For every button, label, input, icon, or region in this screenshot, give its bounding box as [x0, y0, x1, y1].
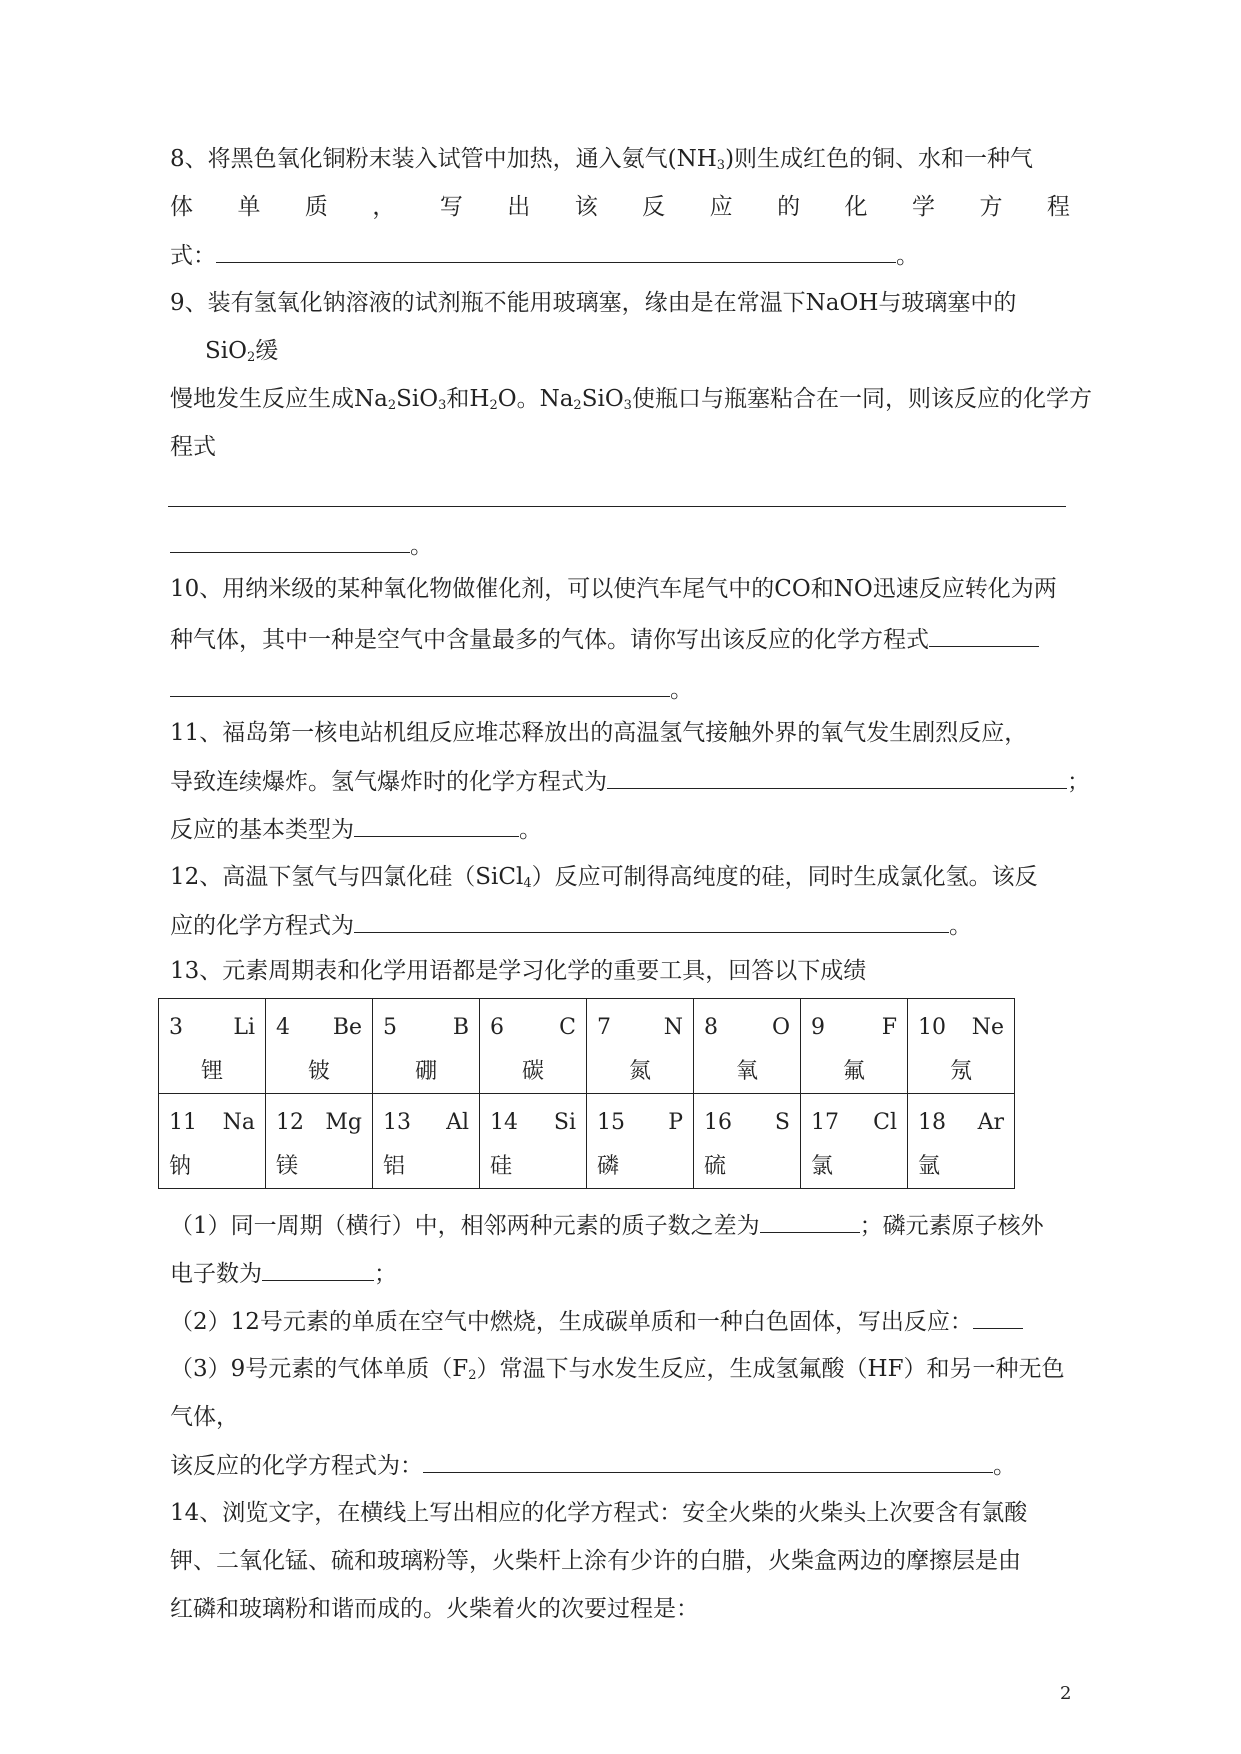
q12-line2: 应的化学方程式为 。 [170, 910, 972, 941]
element-cell [801, 999, 908, 1094]
element-name: 氩 [918, 1154, 941, 1179]
q13-p1-difference-blank[interactable] [760, 1210, 860, 1233]
atomic-number: 8 [704, 1015, 718, 1040]
element-name: 铍 [307, 1059, 330, 1084]
element-symbol: N [663, 1015, 683, 1040]
element-header [490, 1013, 576, 1043]
element-symbol: Si [553, 1110, 576, 1135]
element-symbol: F [881, 1015, 897, 1040]
q11-line1: 11、福岛第一核电站机组反应堆芯释放出的高温氢气接触外界的氧气发生剧烈反应， [170, 720, 1028, 746]
element-cell [159, 1094, 266, 1189]
q9-line6: 。 [170, 530, 433, 561]
q8-word: 方 [979, 194, 1003, 220]
q13-intro: 13、元素周期表和化学用语都是学习化学的重要工具，回答以下成绩 [170, 958, 867, 984]
q10-answer-blank-1[interactable] [929, 624, 1039, 647]
element-cell [373, 999, 480, 1094]
periodic-table [158, 998, 1015, 1189]
element-name: 氧 [735, 1059, 758, 1084]
element-header [276, 1013, 362, 1043]
atomic-number: 18 [918, 1110, 946, 1135]
q8-word: 出 [507, 194, 531, 220]
element-symbol: Cl [873, 1110, 897, 1135]
q11-line3: 反应的基本类型为 。 [170, 814, 542, 845]
element-symbol: Ne [971, 1015, 1004, 1040]
element-name: 氖 [949, 1059, 972, 1084]
q14-line3: 红磷和玻璃粉和谐而成的。火柴着火的次要过程是： [170, 1596, 699, 1622]
q10-line2: 种气体，其中一种是空气中含量最多的气体。请你写出该反应的化学方程式 [170, 624, 1039, 655]
element-name: 氯 [811, 1154, 834, 1179]
element-name: 硅 [490, 1154, 513, 1179]
element-name: 氮 [628, 1059, 651, 1084]
q8-word: 单 [237, 194, 261, 220]
q8-line3: 式： 。 [170, 240, 919, 271]
q13-part1-line2: 电子数为 ； [170, 1258, 397, 1289]
element-header [704, 1108, 790, 1138]
q11-reaction-type-blank[interactable] [354, 814, 519, 837]
q9-answer-blank-2[interactable] [170, 530, 410, 553]
element-name: 镁 [276, 1154, 299, 1179]
element-name: 硼 [414, 1059, 437, 1084]
atomic-number: 12 [276, 1110, 304, 1135]
element-cell [159, 999, 266, 1094]
periodic-table-row-1 [159, 999, 1015, 1094]
element-name: 氟 [842, 1059, 865, 1084]
q14-line2: 钾、二氧化锰、硫和玻璃粉等，火柴杆上涂有少许的白腊，火柴盒两边的摩擦层是由 [170, 1548, 1021, 1574]
q13-part1-line1: （1）同一周期（横行）中，相邻两种元素的质子数之差为 ；磷元素原子核外 [170, 1210, 1044, 1241]
atomic-number: 16 [704, 1110, 732, 1135]
q8-line2-justified [170, 192, 1070, 222]
element-symbol: O [771, 1015, 790, 1040]
element-header [811, 1013, 897, 1043]
q10-answer-blank-2[interactable] [170, 674, 670, 697]
element-header [383, 1013, 469, 1043]
element-cell [908, 999, 1015, 1094]
element-cell [266, 999, 373, 1094]
element-cell [694, 1094, 801, 1189]
q8-word: ， [372, 194, 396, 220]
q8-word: 写 [439, 194, 463, 220]
element-header [597, 1013, 683, 1043]
element-symbol: B [452, 1015, 469, 1040]
element-name: 钠 [169, 1154, 192, 1179]
element-name: 铝 [383, 1154, 406, 1179]
q8-answer-blank[interactable] [216, 240, 896, 263]
q8-word: 质 [304, 194, 328, 220]
q13-p2-answer-blank[interactable] [973, 1306, 1023, 1329]
atomic-number: 14 [490, 1110, 518, 1135]
q8-line1: 8、将黑色氧化铜粉末装入试管中加热，通入氨气$(NH_3)$则生成红色的铜、水和一种气 [170, 146, 1034, 173]
element-header [918, 1013, 1004, 1043]
element-cell [266, 1094, 373, 1189]
element-cell [373, 1094, 480, 1189]
element-header [383, 1108, 469, 1138]
element-cell [480, 1094, 587, 1189]
atomic-number: 17 [811, 1110, 839, 1135]
q8-word: 应 [709, 194, 733, 220]
q8-word: 该 [574, 194, 598, 220]
element-cell [908, 1094, 1015, 1189]
q10-line1: 10、用纳米级的某种氧化物做催化剂，可以使汽车尾气中的CO和NO迅速反应转化为两 [170, 576, 1057, 602]
q12-line1: 12、高温下氢气与四氯化硅（SiCl$_4$）反应可制得高纯度的硅，同时生成氯化氢。该反 [170, 864, 1038, 891]
atomic-number: 11 [169, 1110, 197, 1135]
q14-line1: 14、浏览文字，在横线上写出相应的化学方程式：安全火柴的火柴头上次要含有氯酸 [170, 1500, 1028, 1526]
q13-p1-electrons-blank[interactable] [262, 1258, 374, 1281]
element-name: 碳 [521, 1059, 544, 1084]
q13-part3-line3: 该反应的化学方程式为： 。 [170, 1450, 1016, 1481]
q8-word: 体 [170, 194, 193, 220]
q8-word: 学 [911, 194, 935, 220]
element-header [918, 1108, 1004, 1138]
element-name: 磷 [597, 1154, 620, 1179]
page-number: 2 [1060, 1683, 1072, 1704]
q9-line1: 9、装有氢氧化钠溶液的试剂瓶不能用玻璃塞，缘由是在常温下NaOH与玻璃塞中的 [170, 290, 1017, 316]
q13-part3-line1: （3）9号元素的气体单质$(F_2)$常温下与水发生反应，生成氢氟酸（HF）和另一种无色 [170, 1356, 1065, 1383]
element-cell [587, 999, 694, 1094]
atomic-number: 4 [276, 1015, 290, 1040]
q12-answer-blank[interactable] [354, 910, 949, 933]
element-cell [587, 1094, 694, 1189]
element-header [811, 1108, 897, 1138]
q9-line4: 程式 [170, 434, 216, 460]
element-name: 硫 [704, 1154, 727, 1179]
atomic-number: 6 [490, 1015, 504, 1040]
atomic-number: 13 [383, 1110, 411, 1135]
element-symbol: Be [332, 1015, 362, 1040]
element-header [169, 1013, 255, 1043]
element-name: 锂 [200, 1059, 223, 1084]
atomic-number: 10 [918, 1015, 946, 1040]
q8-word: 的 [777, 194, 801, 220]
element-symbol: Mg [325, 1110, 362, 1135]
element-cell [801, 1094, 908, 1189]
atomic-number: 3 [169, 1015, 183, 1040]
element-symbol: Li [233, 1015, 255, 1040]
element-cell [480, 999, 587, 1094]
q10-line3: 。 [170, 674, 693, 705]
q8-word: 化 [844, 194, 868, 220]
element-symbol: Ar [977, 1110, 1004, 1135]
element-symbol: Al [446, 1110, 469, 1135]
element-header [704, 1013, 790, 1043]
element-symbol: Na [222, 1110, 255, 1135]
atomic-number: 9 [811, 1015, 825, 1040]
element-header [169, 1108, 255, 1138]
q13-part2: （2）12号元素的单质在空气中燃烧，生成碳单质和一种白色固体，写出反应： [170, 1306, 1023, 1337]
q9-answer-rule-1[interactable] [168, 506, 1066, 507]
q8-word: 反 [642, 194, 666, 220]
q11-line2: 导致连续爆炸。氢气爆炸时的化学方程式为 ； [170, 766, 1090, 797]
element-header [597, 1108, 683, 1138]
q11-equation-blank[interactable] [607, 766, 1067, 789]
q9-line2: SiO$_2$缓 [205, 338, 279, 365]
q13-p3-answer-blank[interactable] [423, 1450, 993, 1473]
element-header [490, 1108, 576, 1138]
q8-word: 程 [1046, 194, 1070, 220]
q9-line3: 慢地发生反应生成$Na_2SiO_3$和$H_2O$。$Na_2SiO_3$使瓶口与瓶塞粘合在一同，则该反应的化学方 [170, 386, 1092, 413]
atomic-number: 7 [597, 1015, 611, 1040]
element-symbol: P [668, 1110, 683, 1135]
element-symbol: C [559, 1015, 576, 1040]
element-header [276, 1108, 362, 1138]
periodic-table-row-2 [159, 1094, 1015, 1189]
atomic-number: 5 [383, 1015, 397, 1040]
element-symbol: S [774, 1110, 790, 1135]
element-cell [694, 999, 801, 1094]
q13-part3-line2: 气体， [170, 1404, 239, 1430]
atomic-number: 15 [597, 1110, 625, 1135]
